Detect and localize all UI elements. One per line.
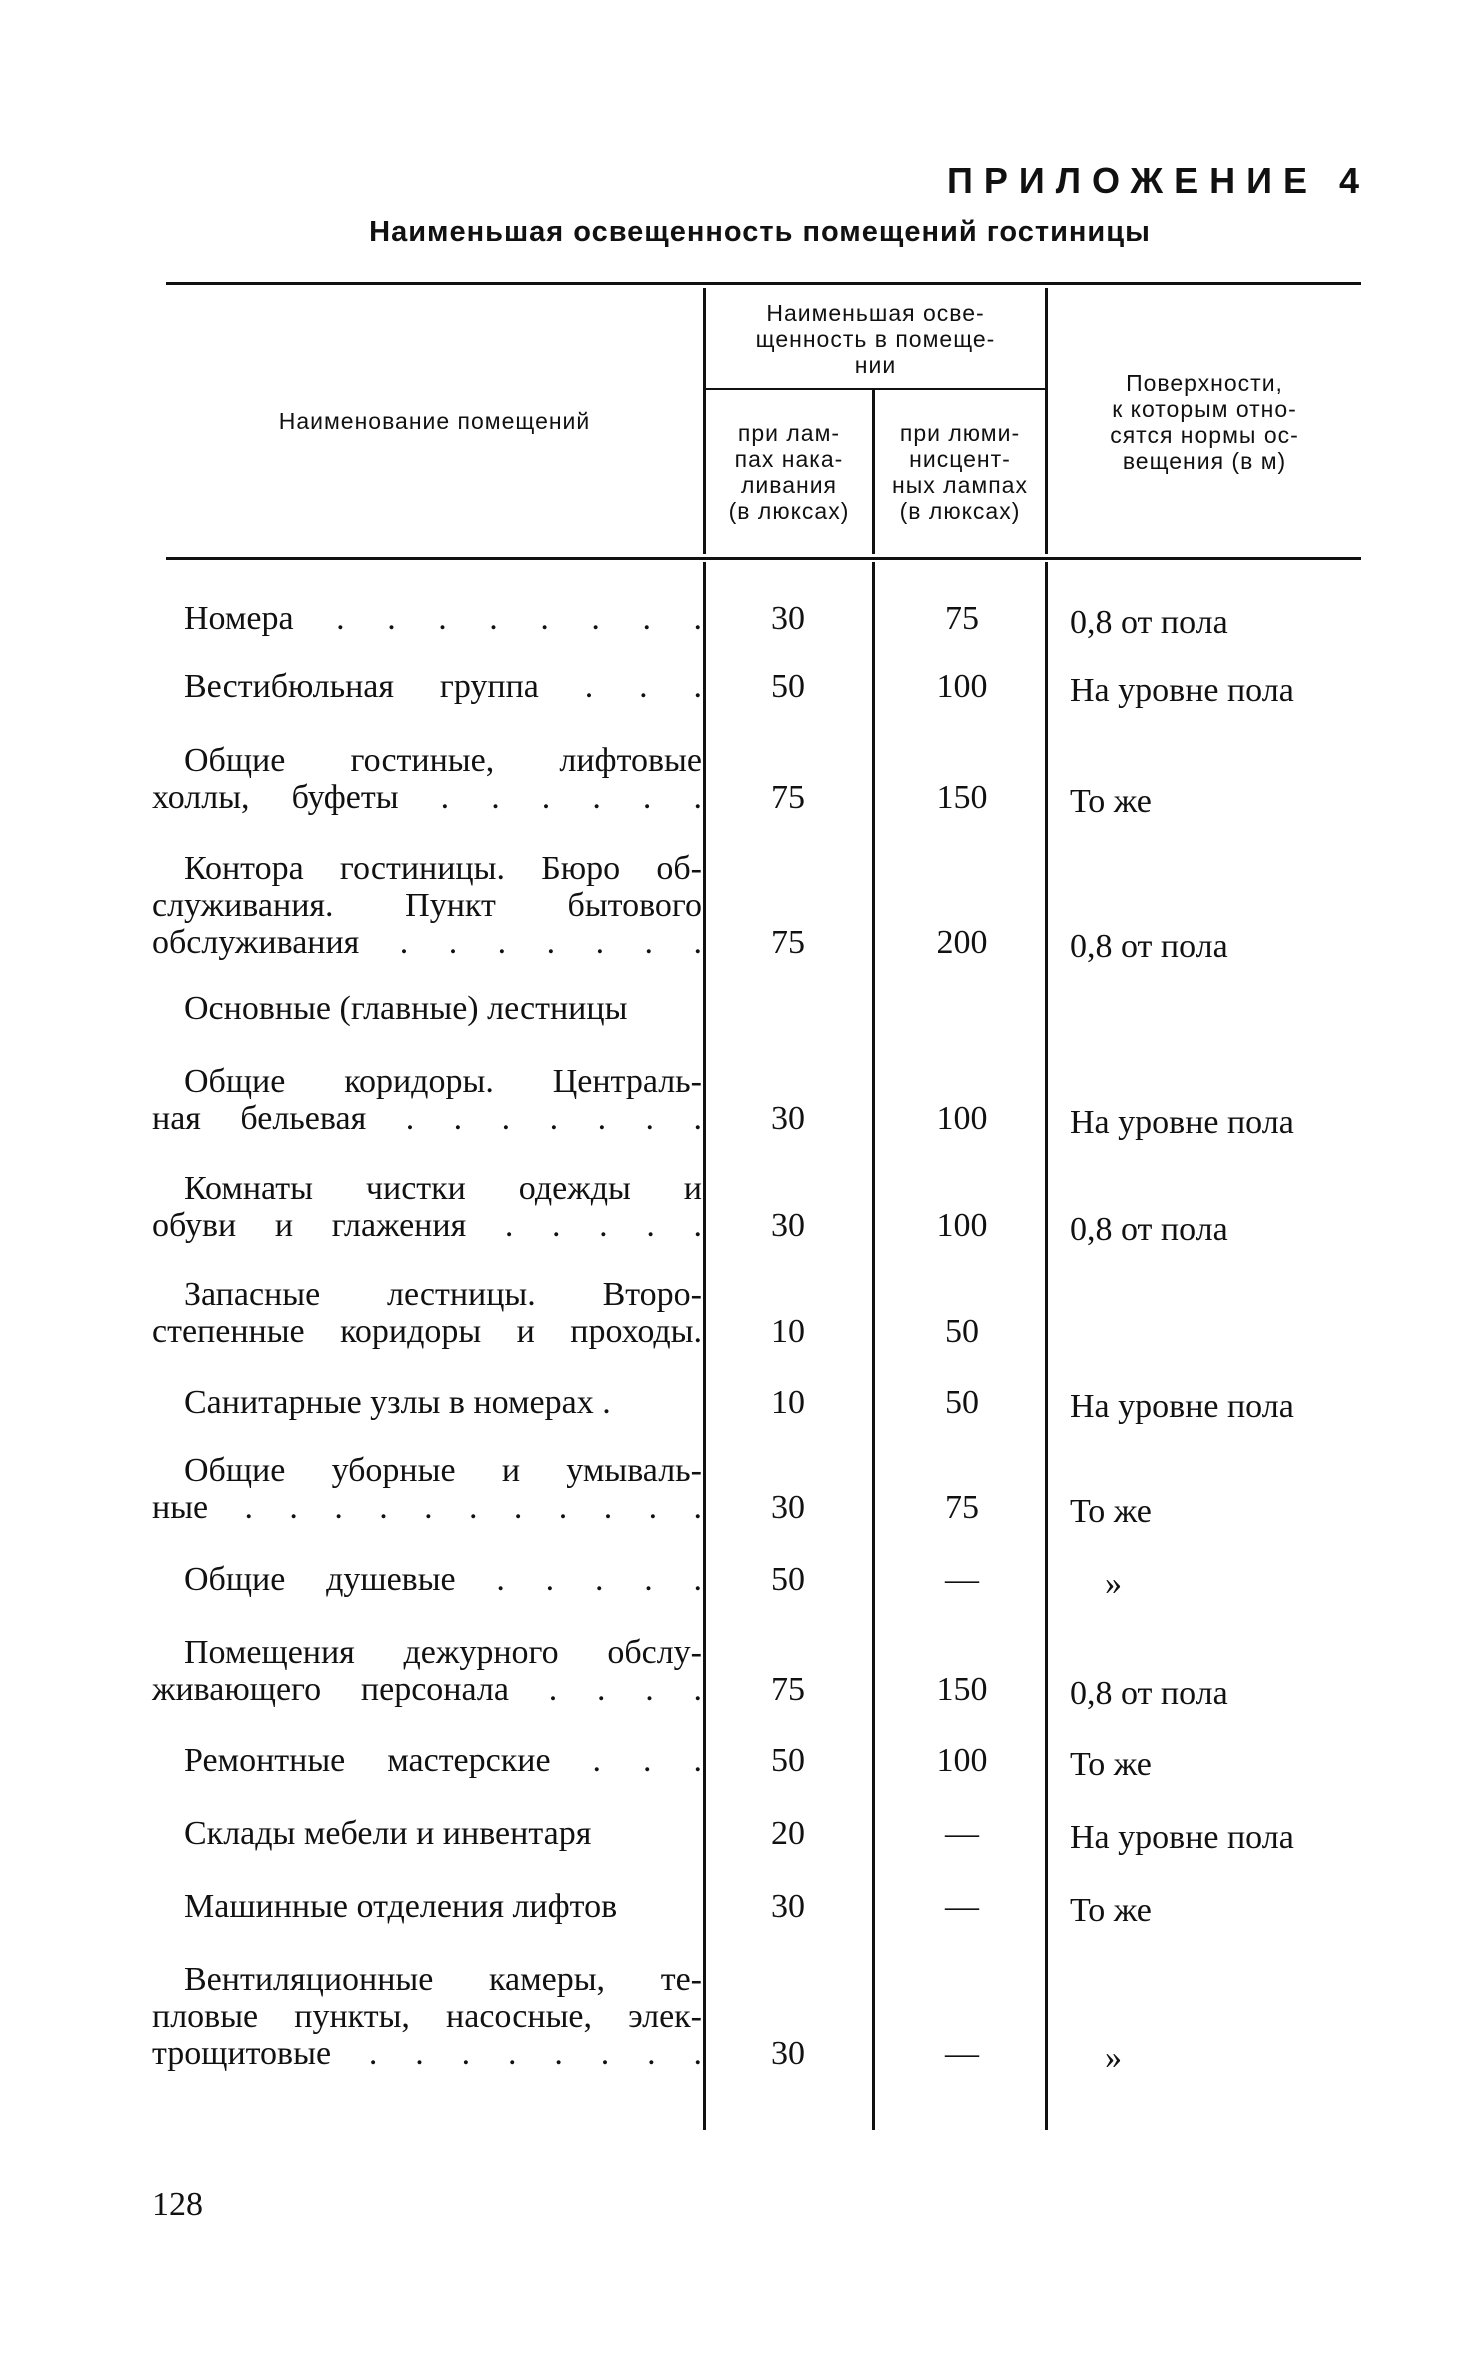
- page-title: Наименьшая освещенность помещений гостиницы: [369, 216, 1151, 248]
- room-name: Комнаты чистки одежды и обуви и глажения . . . . .: [152, 1170, 702, 1244]
- fluorescent-value: —: [945, 1561, 979, 1598]
- incandescent-value: 30: [771, 1489, 805, 1526]
- header-fluorescent: при люми- нисцент- ных лампах (в люксах): [892, 420, 1028, 524]
- incandescent-value: 30: [771, 1888, 805, 1925]
- room-name: Контора гостиницы. Бюро об- служивания. Пункт бытового обслуживания . . . . . . .: [152, 850, 702, 961]
- incandescent-value: 50: [771, 1742, 805, 1779]
- fluorescent-value: —: [945, 1888, 979, 1925]
- surface-value: 0,8 от пола: [1070, 928, 1228, 965]
- surface-value: То же: [1070, 783, 1152, 820]
- header-incandescent: при лам- пах нака- ливания (в люксах): [728, 420, 850, 524]
- room-name: Машинные отделения лифтов: [184, 1888, 618, 1925]
- page-number: 128: [152, 2186, 203, 2223]
- header-subdivider: [706, 388, 1045, 390]
- header-surface: Поверхности, к которым отно- сятся нормы ос- вещения (в м): [1110, 370, 1299, 474]
- room-name: Ремонтные мастерские . . .: [184, 1742, 702, 1779]
- surface-value: На уровне пола: [1070, 1388, 1294, 1425]
- surface-value: 0,8 от пола: [1070, 604, 1228, 641]
- room-name: Общие гостиные, лифтовые холлы, буфеты . . . . . .: [152, 742, 702, 816]
- surface-value: 0,8 от пола: [1070, 1675, 1228, 1712]
- room-name: Общие душевые . . . . .: [184, 1561, 702, 1598]
- room-name: Вентиляционные камеры, те- пловые пункты, насосные, элек- трощитовые . . . . . . . .: [152, 1961, 702, 2072]
- fluorescent-value: 75: [945, 1489, 979, 1526]
- incandescent-value: 75: [771, 924, 805, 961]
- fluorescent-value: 50: [945, 1313, 979, 1350]
- room-name: Номера . . . . . . . .: [184, 600, 702, 637]
- body-divider-1: [703, 562, 706, 2130]
- fluorescent-value: 200: [936, 924, 988, 961]
- room-name: Запасные лестницы. Второ- степенные коридоры и проходы.: [152, 1276, 702, 1350]
- room-name: Основные (главные) лестницы: [184, 990, 628, 1027]
- incandescent-value: 75: [771, 779, 805, 816]
- incandescent-value: 10: [771, 1384, 805, 1421]
- surface-value: То же: [1070, 1746, 1152, 1783]
- surface-value: »: [1105, 1565, 1122, 1602]
- incandescent-value: 30: [771, 1207, 805, 1244]
- surface-value: На уровне пола: [1070, 672, 1294, 709]
- incandescent-value: 50: [771, 1561, 805, 1598]
- incandescent-value: 20: [771, 1815, 805, 1852]
- fluorescent-value: 150: [936, 779, 988, 816]
- appendix-label: ПРИЛОЖЕНИЕ 4: [946, 160, 1370, 201]
- fluorescent-value: 100: [936, 1207, 988, 1244]
- incandescent-value: 50: [771, 668, 805, 705]
- surface-value: На уровне пола: [1070, 1819, 1294, 1856]
- header-room-name: Наименование помещений: [278, 408, 591, 434]
- room-name: Общие коридоры. Централь- ная бельевая . . . . . . .: [152, 1063, 702, 1137]
- fluorescent-value: 100: [936, 1742, 988, 1779]
- body-divider-2: [872, 562, 875, 2130]
- room-name: Склады мебели и инвентаря: [184, 1815, 592, 1852]
- fluorescent-value: 100: [936, 668, 988, 705]
- header-min-illuminance: Наименьшая осве- щенность в помеще- нии: [755, 300, 996, 378]
- surface-value: То же: [1070, 1892, 1152, 1929]
- incandescent-value: 75: [771, 1671, 805, 1708]
- surface-value: »: [1105, 2039, 1122, 2076]
- incandescent-value: 10: [771, 1313, 805, 1350]
- table-top-rule: [166, 282, 1361, 285]
- fluorescent-value: 75: [945, 600, 979, 637]
- incandescent-value: 30: [771, 600, 805, 637]
- fluorescent-value: 100: [936, 1100, 988, 1137]
- fluorescent-value: —: [945, 2035, 979, 2072]
- incandescent-value: 30: [771, 1100, 805, 1137]
- surface-value: То же: [1070, 1493, 1152, 1530]
- incandescent-value: 30: [771, 2035, 805, 2072]
- fluorescent-value: 50: [945, 1384, 979, 1421]
- room-name: Вестибюльная группа . . .: [184, 668, 702, 705]
- body-divider-3: [1045, 562, 1048, 2130]
- room-name: Общие уборные и умываль- ные . . . . . . . . . . .: [152, 1452, 702, 1526]
- surface-value: На уровне пола: [1070, 1104, 1294, 1141]
- room-name: Помещения дежурного обслу- живающего персонала . . . .: [152, 1634, 702, 1708]
- header-bottom-rule: [166, 557, 1361, 560]
- fluorescent-value: 150: [936, 1671, 988, 1708]
- surface-value: 0,8 от пола: [1070, 1211, 1228, 1248]
- room-name: Санитарные узлы в номерах .: [184, 1384, 611, 1421]
- fluorescent-value: —: [945, 1815, 979, 1852]
